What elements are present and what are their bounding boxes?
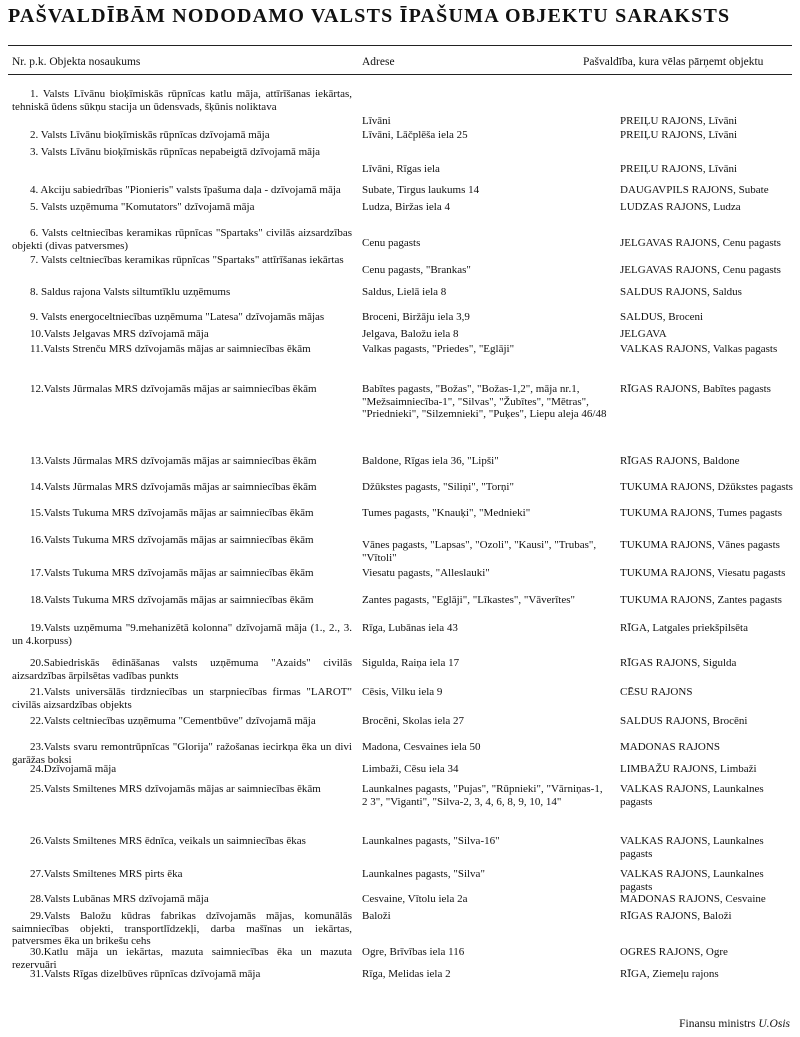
object-address: Broceni, Biržāju iela 3,9 <box>362 311 470 323</box>
object-address: Saldus, Lielā iela 8 <box>362 286 447 298</box>
object-address: Tumes pagasts, "Knauķi", "Mednieki" <box>362 507 531 519</box>
object-municipality: LIMBAŽU RAJONS, Limbaži <box>620 763 757 775</box>
object-name: 20.Sabiedriskās ēdināšanas valsts uzņēmuma "Azaids" civilās aizsardzības ārpilsētas vadības punkts <box>12 657 352 682</box>
object-municipality: JELGAVAS RAJONS, Cenu pagasts <box>620 264 781 276</box>
object-name: 5. Valsts uzņēmuma "Komutators" dzīvojamā māja <box>30 201 255 213</box>
object-name: 15.Valsts Tukuma MRS dzīvojamās mājas ar saimniecības ēkām <box>30 507 314 519</box>
object-name: 14.Valsts Jūrmalas MRS dzīvojamās mājas ar saimniecības ēkām <box>30 481 317 493</box>
object-name: 7. Valsts celtniecības keramikas rūpnīcas "Spartaks" attīrīšanas iekārtas <box>30 254 344 266</box>
object-name: 17.Valsts Tukuma MRS dzīvojamās mājas ar saimniecības ēkām <box>30 567 314 579</box>
object-address: Sigulda, Raiņa iela 17 <box>362 657 460 669</box>
object-municipality: TUKUMA RAJONS, Tumes pagasts <box>620 507 782 519</box>
object-name: 10.Valsts Jelgavas MRS dzīvojamā māja <box>30 328 209 340</box>
object-name: 21.Valsts universālās tirdzniecības un starpniecības firmas "LAROT" civilās aizsardzības objekts <box>12 686 352 711</box>
object-name: 13.Valsts Jūrmalas MRS dzīvojamās mājas ar saimniecības ēkām <box>30 455 317 467</box>
object-address: Ogre, Brīvības iela 116 <box>362 946 465 958</box>
object-municipality: TUKUMA RAJONS, Zantes pagasts <box>620 594 782 606</box>
object-address: Rīga, Melidas iela 2 <box>362 968 451 980</box>
object-municipality: TUKUMA RAJONS, Džūkstes pagasts <box>620 481 793 493</box>
object-municipality: RĪGA, Ziemeļu rajons <box>620 968 719 980</box>
signature-role: Finansu ministrs <box>679 1018 756 1030</box>
object-address: Līvāni, Lāčplēša iela 25 <box>362 129 468 141</box>
object-municipality: JELGAVAS RAJONS, Cenu pagasts <box>620 237 781 249</box>
signature-name: U.Osis <box>758 1018 790 1030</box>
object-name: 19.Valsts uzņēmuma "9.mehanizētā kolonna" dzīvojamā māja (1., 2., 3. un 4.korpuss) <box>12 622 352 647</box>
object-municipality: SALDUS RAJONS, Brocēni <box>620 715 748 727</box>
object-name: 24.Dzīvojamā māja <box>30 763 117 775</box>
object-municipality: LUDZAS RAJONS, Ludza <box>620 201 741 213</box>
object-name: 23.Valsts svaru remontrūpnīcas "Glorija" ražošanas iecirkņa ēka un divi garāžas boksi <box>12 741 352 766</box>
object-name: 29.Valsts Baložu kūdras fabrikas dzīvojamās mājas, komunālās saimniecības objekti, transportlīdzekļi, darba mašīnas un iekārtas, patversmes ēka un brikešu cehs <box>12 910 352 947</box>
object-address: Babītes pagasts, "Božas", "Božas-1,2", māja nr.1, "Mežsaimniecība-1", "Silvas", "Žubītes", "Mētras", "Priednieki", "Silzemnieki", "Puķes", Liepu aleja 46/48 <box>362 383 607 420</box>
object-municipality: RĪGAS RAJONS, Baldone <box>620 455 740 467</box>
page-title: PAŠVALDĪBĀM NODODAMO VALSTS ĪPAŠUMA OBJEKTU SARAKSTS <box>8 5 731 27</box>
object-name: 6. Valsts celtniecības keramikas rūpnīcas "Spartaks" civilās aizsardzības objekti (divas patversmes) <box>12 227 352 252</box>
object-address: Brocēni, Skolas iela 27 <box>362 715 465 727</box>
object-address: Limbaži, Cēsu iela 34 <box>362 763 459 775</box>
object-name: 11.Valsts Strenču MRS dzīvojamās mājas ar saimniecības ēkām <box>30 343 311 355</box>
object-municipality: VALKAS RAJONS, Launkalnes pagasts <box>620 868 764 893</box>
object-name: 1. Valsts Līvānu bioķīmiskās rūpnīcas katlu māja, attīrīšanas iekārtas, tehniskā ūdens sūkņu stacija un ūdensvads, šķūnis noliktava <box>12 88 352 113</box>
object-name: 16.Valsts Tukuma MRS dzīvojamās mājas ar saimniecības ēkām <box>30 534 314 546</box>
title-rule <box>8 45 792 46</box>
object-name: 22.Valsts celtniecības uzņēmuma "Cementbūve" dzīvojamā māja <box>30 715 316 727</box>
object-address: Ludza, Biržas iela 4 <box>362 201 450 213</box>
object-municipality: VALKAS RAJONS, Launkalnes pagasts <box>620 835 764 860</box>
column-header-object: Nr. p.k. Objekta nosaukums <box>12 56 141 68</box>
object-municipality: JELGAVA <box>620 328 667 340</box>
object-name: 26.Valsts Smiltenes MRS ēdnīca, veikals un saimniecības ēkas <box>30 835 306 847</box>
object-municipality: PREIĻU RAJONS, Līvāni <box>620 129 738 141</box>
object-name: 28.Valsts Lubānas MRS dzīvojamā māja <box>30 893 209 905</box>
object-municipality: TUKUMA RAJONS, Viesatu pagasts <box>620 567 786 579</box>
object-name: 2. Valsts Līvānu bioķīmiskās rūpnīcas dzīvojamā māja <box>30 129 270 141</box>
object-address: Launkalnes pagasts, "Silva-16" <box>362 835 500 847</box>
object-address: Baloži <box>362 910 391 922</box>
column-header-address: Adrese <box>362 56 395 68</box>
object-address: Jelgava, Baložu iela 8 <box>362 328 459 340</box>
object-municipality: MADONAS RAJONS, Cesvaine <box>620 893 766 905</box>
object-address: Valkas pagasts, "Priedes", "Eglāji" <box>362 343 515 355</box>
object-address: Madona, Cesvaines iela 50 <box>362 741 481 753</box>
object-address: Cenu pagasts <box>362 237 421 249</box>
object-name: 12.Valsts Jūrmalas MRS dzīvojamās mājas ar saimniecības ēkām <box>30 383 317 395</box>
object-address: Rīga, Lubānas iela 43 <box>362 622 458 634</box>
object-municipality: PREIĻU RAJONS, Līvāni <box>620 115 738 127</box>
column-header-municipality: Pašvaldība, kura vēlas pārņemt objektu <box>583 56 764 68</box>
object-address: Subate, Tirgus laukums 14 <box>362 184 480 196</box>
object-name: 27.Valsts Smiltenes MRS pirts ēka <box>30 868 183 880</box>
object-name: 9. Valsts energoceltniecības uzņēmuma "Latesa" dzīvojamās mājas <box>30 311 325 323</box>
object-name: 8. Saldus rajona Valsts siltumtīklu uzņēmums <box>30 286 231 298</box>
signature <box>679 1018 790 1030</box>
object-name: 18.Valsts Tukuma MRS dzīvojamās mājas ar saimniecības ēkām <box>30 594 314 606</box>
object-municipality: VALKAS RAJONS, Launkalnes pagasts <box>620 783 764 808</box>
object-address: Cesvaine, Vītolu iela 2a <box>362 893 468 905</box>
object-municipality: CĒSU RAJONS <box>620 686 693 698</box>
object-address: Līvāni, Rīgas iela <box>362 163 440 175</box>
object-name: 30.Katlu māja un iekārtas, mazuta saimniecības ēka un mazuta rezervuāri <box>12 946 352 971</box>
object-municipality: MADONAS RAJONS <box>620 741 720 753</box>
object-address: Cēsis, Vilku iela 9 <box>362 686 443 698</box>
object-address: Līvāni <box>362 115 391 127</box>
object-municipality: SALDUS RAJONS, Saldus <box>620 286 742 298</box>
object-address: Launkalnes pagasts, "Pujas", "Rūpnieki", "Vārniņas-1, 2 3", "Viganti", "Silva-2, 3, 4, 6, 8, 9, 10, 14" <box>362 783 603 808</box>
object-address: Baldone, Rīgas iela 36, "Lipši" <box>362 455 499 467</box>
object-name: 25.Valsts Smiltenes MRS dzīvojamās mājas ar saimniecības ēkām <box>30 783 321 795</box>
object-name: 31.Valsts Rīgas dizelbūves rūpnīcas dzīvojamā māja <box>30 968 261 980</box>
object-municipality: RĪGAS RAJONS, Baloži <box>620 910 732 922</box>
object-municipality: RĪGA, Latgales priekšpilsēta <box>620 622 748 634</box>
object-address: Viesatu pagasts, "Alleslauki" <box>362 567 490 579</box>
object-address: Zantes pagasts, "Eglāji", "Līkastes", "Vāverītes" <box>362 594 575 606</box>
object-address: Vānes pagasts, "Lapsas", "Ozoli", "Kausi", "Trubas", "Vītoli" <box>362 539 597 564</box>
object-name: 4. Akciju sabiedrības "Pionieris" valsts īpašuma daļa - dzīvojamā māja <box>30 184 341 196</box>
object-municipality: SALDUS, Broceni <box>620 311 704 323</box>
object-municipality: OGRES RAJONS, Ogre <box>620 946 728 958</box>
object-municipality: DAUGAVPILS RAJONS, Subate <box>620 184 769 196</box>
object-municipality: RĪGAS RAJONS, Babītes pagasts <box>620 383 771 395</box>
object-address: Launkalnes pagasts, "Silva" <box>362 868 485 880</box>
object-address: Cenu pagasts, "Brankas" <box>362 264 471 276</box>
header-rule <box>8 74 792 75</box>
object-municipality: PREIĻU RAJONS, Līvāni <box>620 163 738 175</box>
object-address: Džūkstes pagasts, "Siliņi", "Torņi" <box>362 481 514 493</box>
object-municipality: VALKAS RAJONS, Valkas pagasts <box>620 343 778 355</box>
object-municipality: RĪGAS RAJONS, Sigulda <box>620 657 737 669</box>
object-municipality: TUKUMA RAJONS, Vānes pagasts <box>620 539 780 551</box>
object-name: 3. Valsts Līvānu bioķīmiskās rūpnīcas nepabeigtā dzīvojamā māja <box>30 146 321 158</box>
